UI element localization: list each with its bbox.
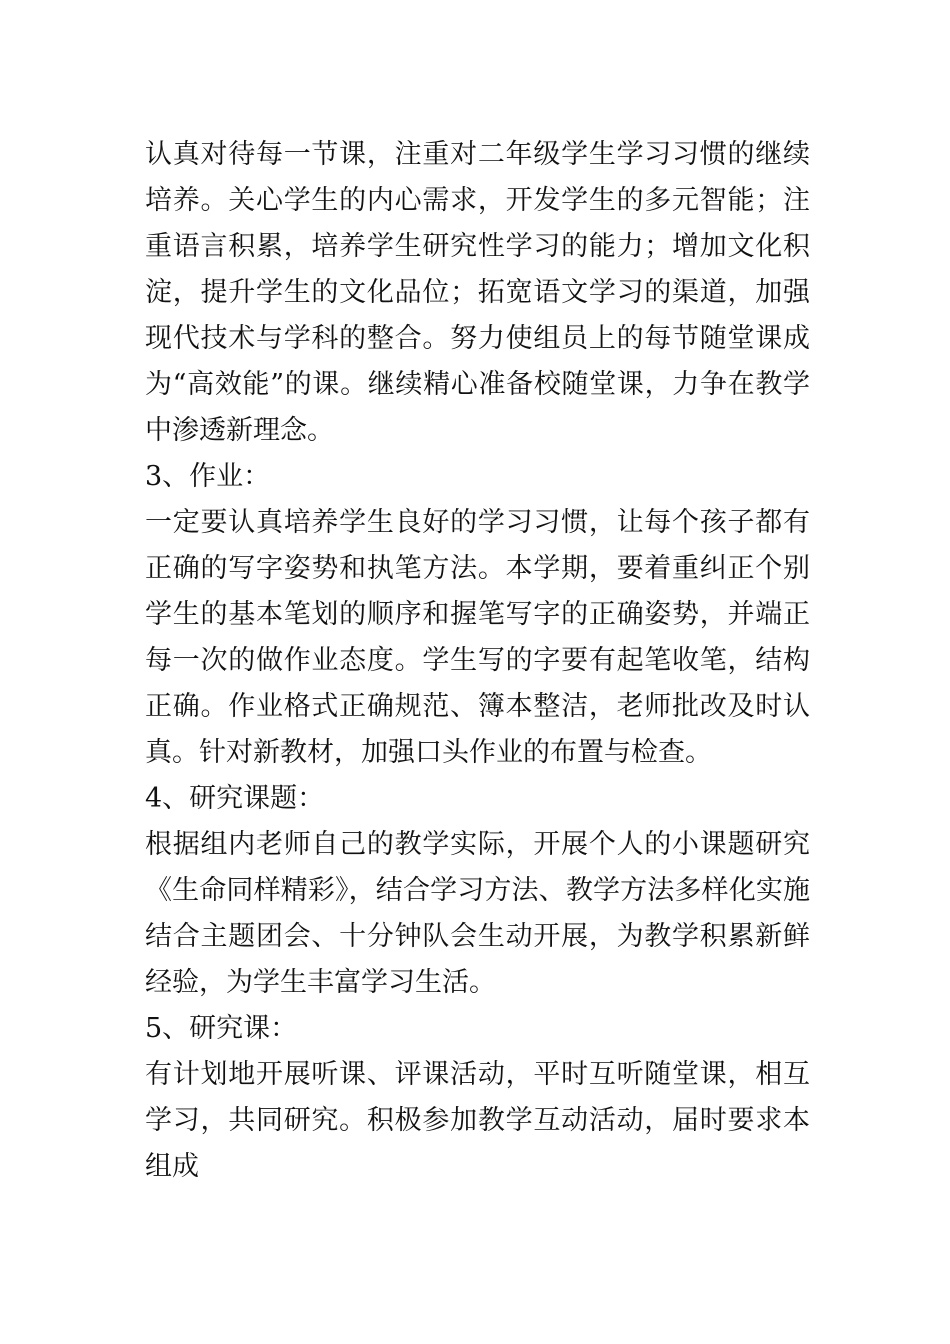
paragraph-homework: 一定要认真培养学生良好的学习习惯，让每个孩子都有正确的写字姿势和执笔方法。本学期，要着重纠正个别学生的基本笔划的顺序和握笔写字的正确姿势，并端正每一次的做作业态度。学生写的字要有起笔收笔，结构正确。作业格式正确规范、簿本整洁，老师批改及时认真。针对新教材，加强口头作业的布置与检查。 [145,507,810,768]
paragraph-research-lesson: 有计划地开展听课、评课活动，平时互听随堂课，相互学习，共同研究。积极参加教学互动活动，届时要求本组成 [145,1059,810,1182]
heading-research-lesson: 5、研究课： [145,1013,298,1044]
document-body [145,132,810,1190]
heading-research-topic: 4、研究课题： [145,783,325,814]
paragraph-research-topic: 根据组内老师自己的教学实际，开展个人的小课题研究《生命同样精彩》，结合学习方法、教学方法多样化实施结合主题团会、十分钟队会生动开展，为教学积累新鲜经验，为学生丰富学习生活。 [145,829,810,998]
paragraph-lesson-quality: 认真对待每一节课，注重对二年级学生学习习惯的继续培养。关心学生的内心需求，开发学生的多元智能；注重语言积累，培养学生研究性学习的能力；增加文化积淀，提升学生的文化品位；拓宽语文学习的渠道，加强现代技术与学科的整合。努力使组员上的每节随堂课成为“高效能”的课。继续精心准备校随堂课，力争在教学中渗透新理念。 [145,139,810,446]
heading-homework: 3、作业： [145,461,271,492]
